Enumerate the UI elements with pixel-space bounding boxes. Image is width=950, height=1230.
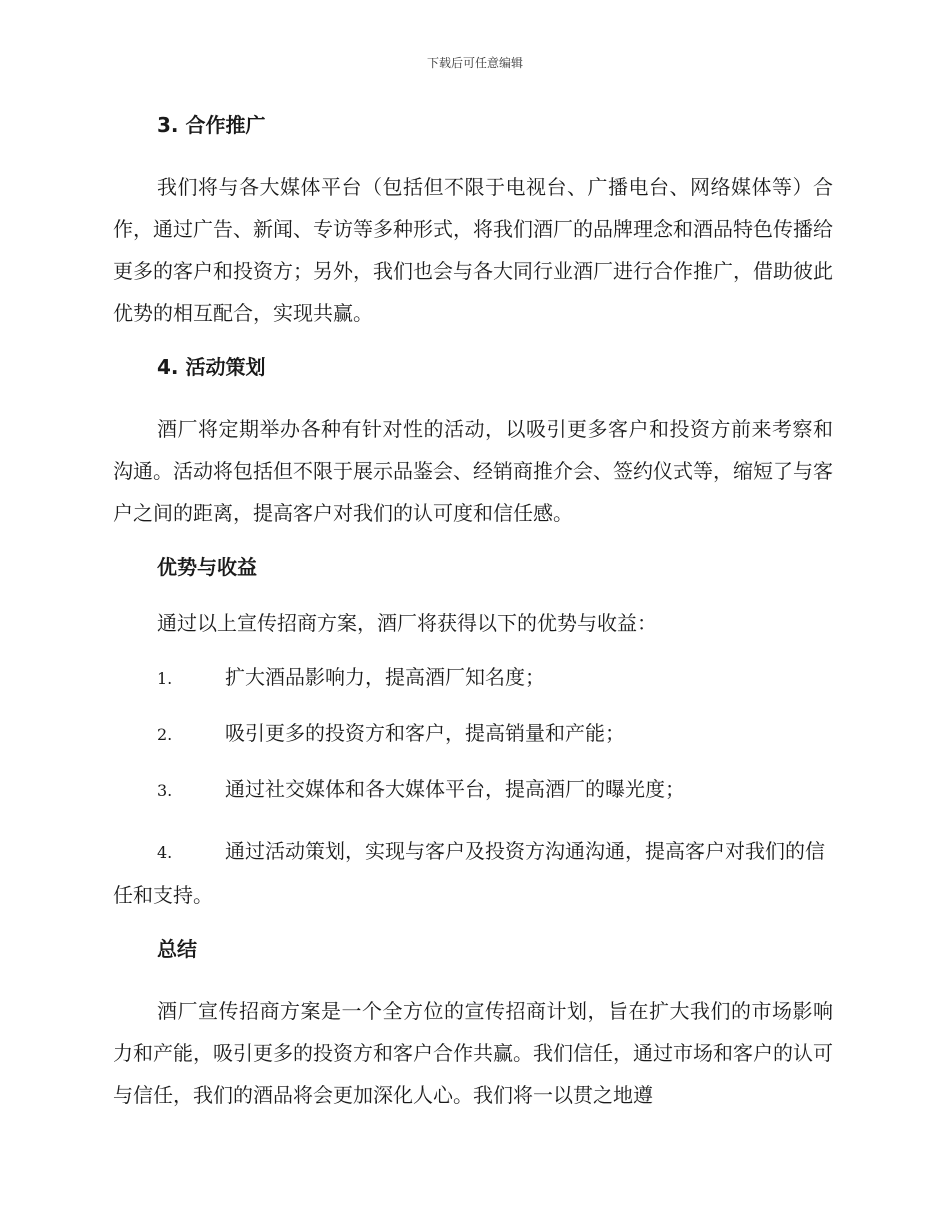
benefit-text: 吸引更多的投资方和客户，提高销量和产能； — [225, 721, 625, 745]
benefit-item — [113, 718, 833, 750]
page-header: 下载后可任意编辑 — [426, 56, 523, 70]
benefit-number: 2. — [157, 725, 173, 744]
benefit-text: 扩大酒品影响力，提高酒厂知名度； — [225, 665, 545, 689]
benefit-text: 通过社交媒体和各大媒体平台，提高酒厂的曝光度； — [225, 777, 685, 801]
benefit-item — [113, 662, 833, 694]
benefit-item — [113, 830, 833, 916]
benefit-number: 3. — [157, 781, 173, 800]
section-paragraph-cooperation: 我们将与各大媒体平台（包括但不限于电视台、广播电台、网络媒体等）合作，通过广告、新闻、专访等多种形式，将我们酒厂的品牌理念和酒品特色传播给更多的客户和投资方；另外，我们也会与各大同行业酒厂进行合作推广，借助彼此优势的相互配合，实现共赢。 — [113, 175, 833, 325]
summary-heading: 总结 — [157, 937, 197, 961]
benefit-number: 4. — [157, 843, 173, 862]
document-body — [113, 110, 833, 1130]
benefit-number: 1. — [157, 669, 173, 688]
section-heading-events: 4. 活动策划 — [157, 355, 266, 379]
benefit-item — [113, 774, 833, 806]
benefits-intro: 通过以上宣传招商方案，酒厂将获得以下的优势与收益： — [157, 611, 657, 635]
summary-paragraph: 酒厂宣传招商方案是一个全方位的宣传招商计划，旨在扩大我们的市场影响力和产能，吸引更多的投资方和客户合作共赢。我们信任，通过市场和客户的认可与信任，我们的酒品将会更加深化人心。我们将一以贯之地遵 — [113, 999, 833, 1107]
section-heading-cooperation: 3. 合作推广 — [157, 113, 266, 137]
benefits-heading: 优势与收益 — [157, 555, 257, 579]
section-paragraph-events: 酒厂将定期举办各种有针对性的活动，以吸引更多客户和投资方前来考察和沟通。活动将包括但不限于展示品鉴会、经销商推介会、签约仪式等，缩短了与客户之间的距离，提高客户对我们的认可度和信任感。 — [113, 417, 833, 525]
benefit-text: 通过活动策划，实现与客户及投资方沟通沟通，提高客户对我们的信任和支持。 — [113, 839, 825, 907]
